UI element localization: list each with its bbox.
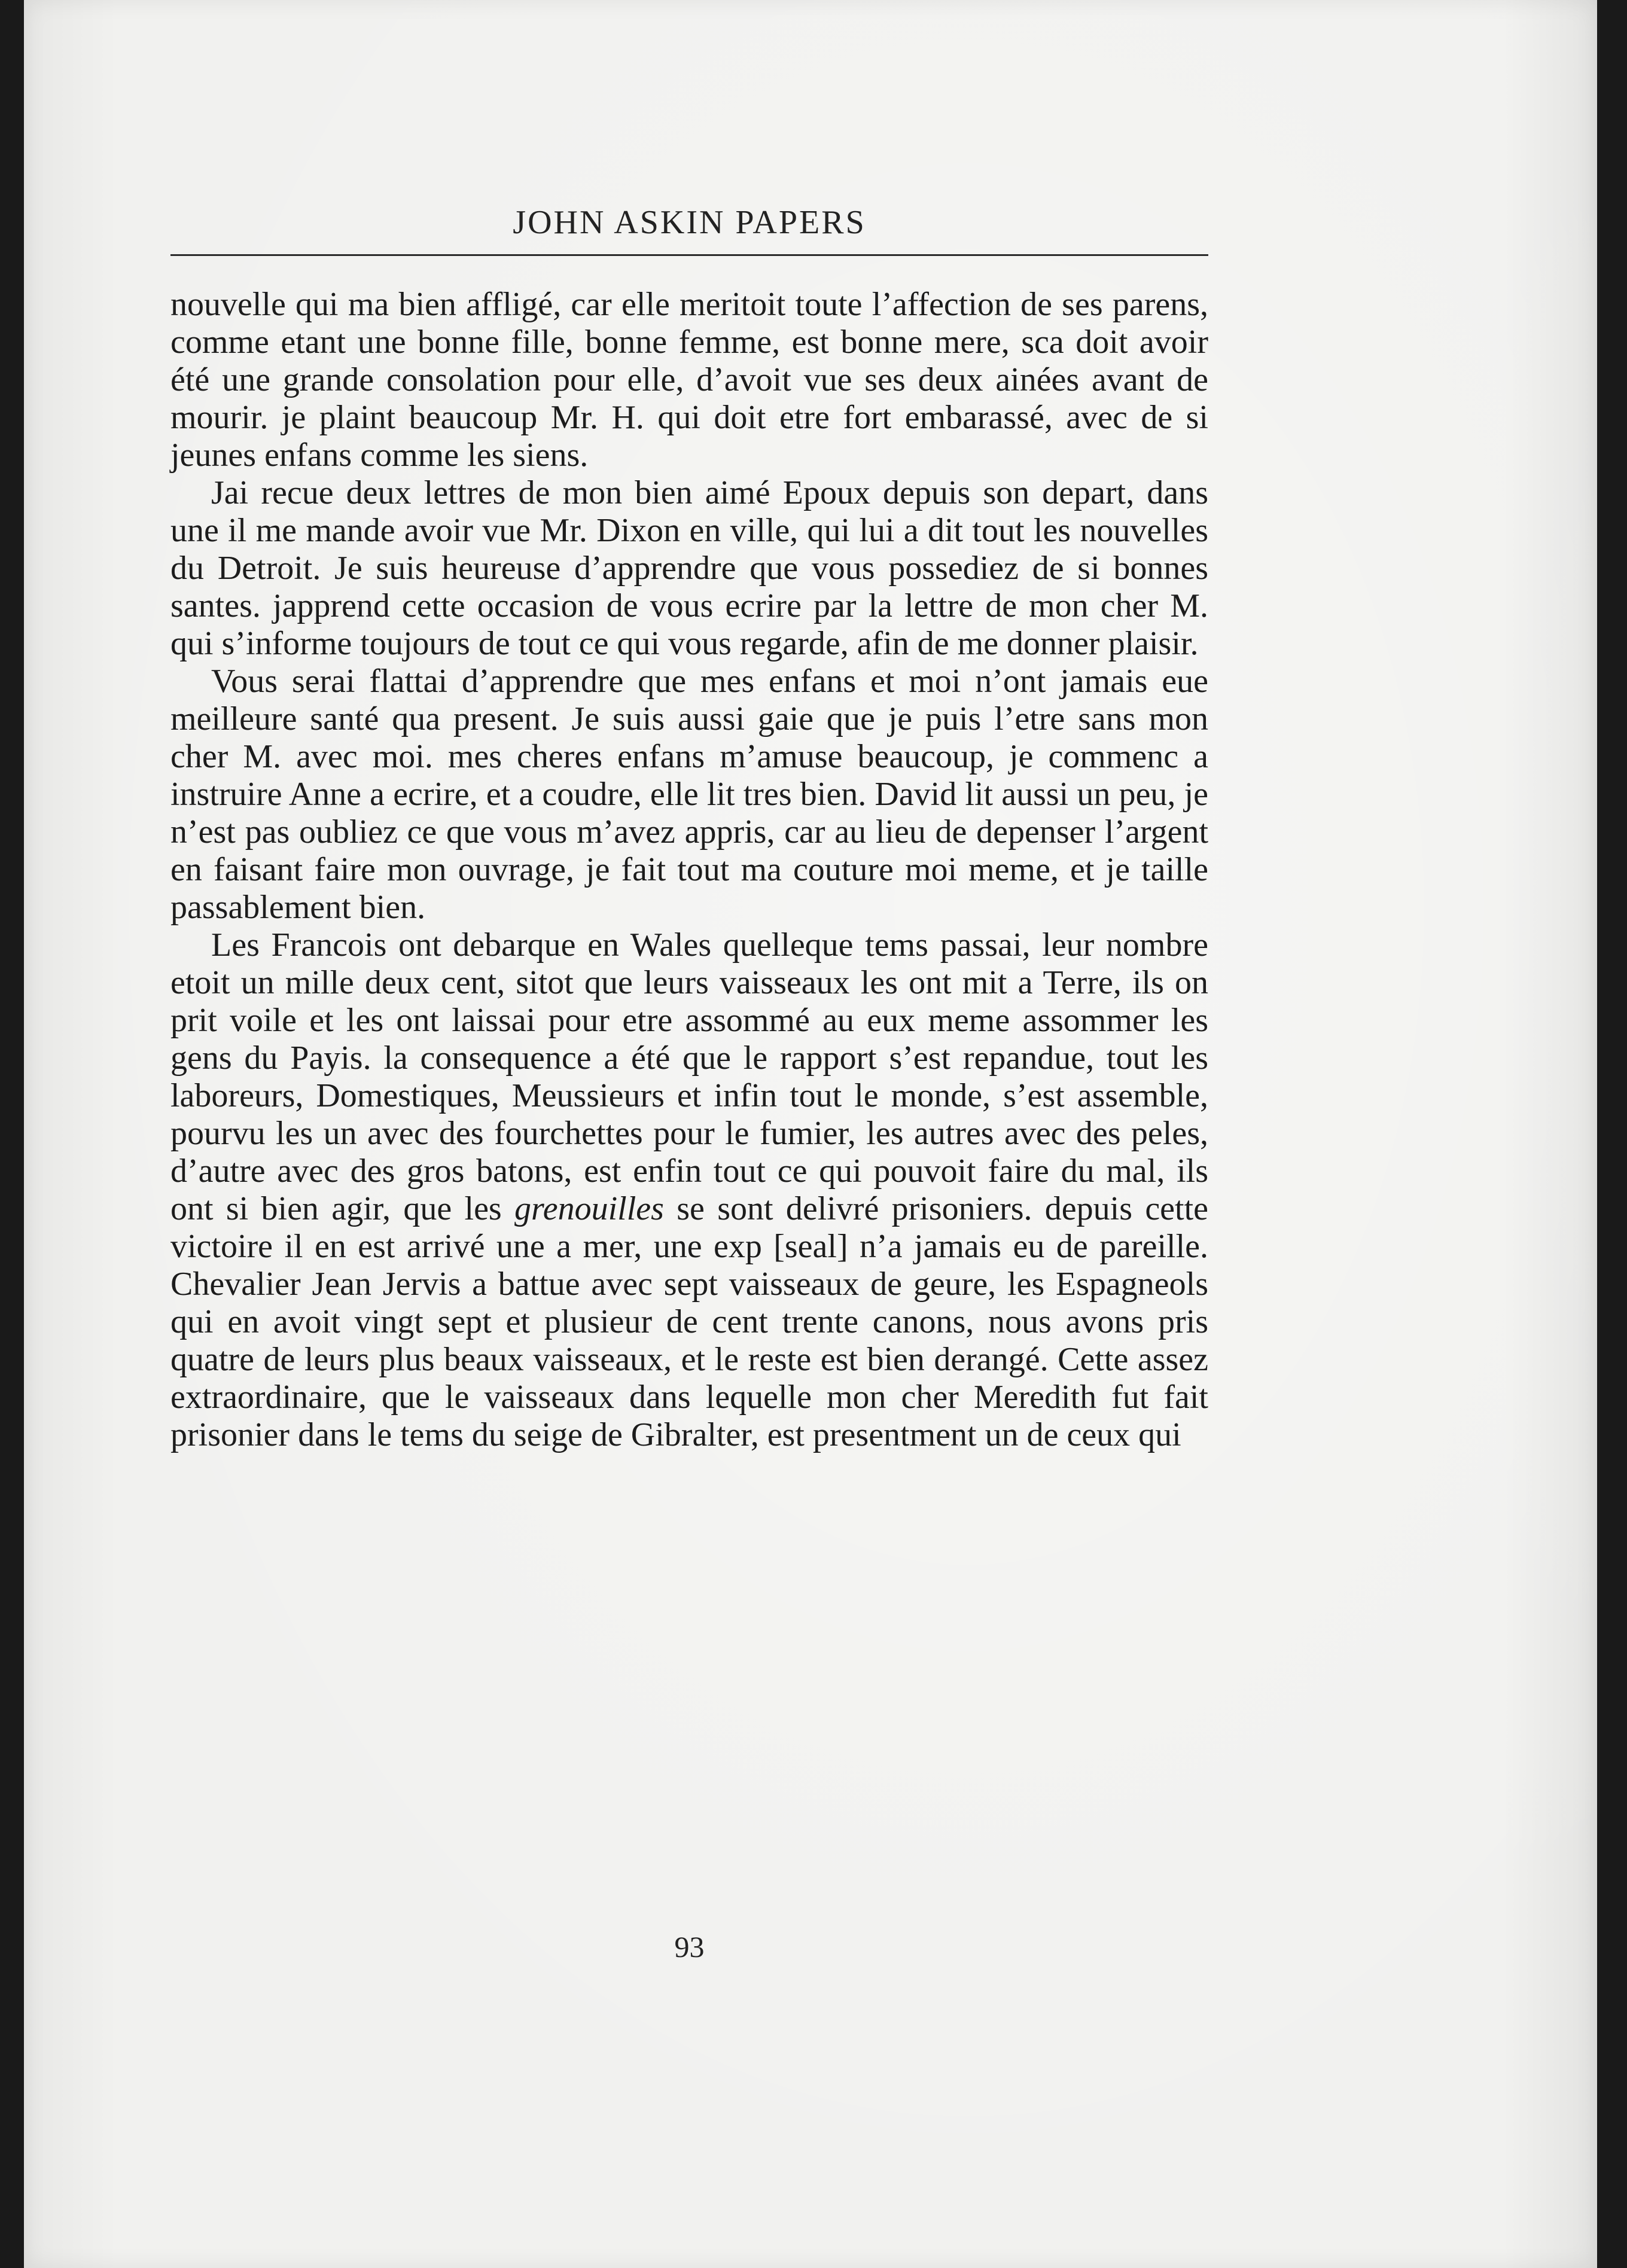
book-page [24,0,1597,2268]
paragraph [170,926,1208,1454]
paragraph: Vous serai flattai d’apprendre que mes enfans et moi n’ont jamais eue meilleure santé qua present. Je suis aussi gaie que je puis l’etre sans mon cher M. avec moi. mes cheres enfans m’amuse beaucoup, je commenc a instruire Anne a ecrire, et a coudre, elle lit tres bien. David lit aussi un peu, je n’est pas oubliez ce que vous m’avez appris, car au lieu de depenser l’argent en faisant faire mon ouvrage, je fait tout ma couture moi meme, et je taille passablement bien. [170,663,1208,926]
body-text [170,286,1208,1454]
header-rule [170,254,1208,256]
paragraph: nouvelle qui ma bien affligé, car elle meritoit toute l’affection de ses parens, comme etant une bonne fille, bonne femme, est bonne mere, sca doit avoir été une grande consolation pour elle, d’avoit vue ses deux ainées avant de mourir. je plaint beaucoup Mr. H. qui doit etre fort embarassé, avec de si jeunes enfans comme les siens. [170,286,1208,474]
running-head: JOHN ASKIN PAPERS [513,204,866,241]
page-number: 93 [674,1930,705,1964]
italic-word: grenouilles [514,1190,664,1227]
paragraph: Jai recue deux lettres de mon bien aimé Epoux depuis son depart, dans une il me mande avoir vue Mr. Dixon en ville, qui lui a dit tout les nouvelles du Detroit. Je suis heureuse d’apprendre que vous possediez de si bonnes santes. japprend cette occasion de vous ecrire par la lettre de mon cher M. qui s’informe toujours de tout ce qui vous regarde, afin de me donner plaisir. [170,474,1208,662]
paragraph-text: Les Francois ont debarque en Wales quelleque tems passai, leur nombre etoit un mille deux cent, sitot que leurs vaisseaux les ont mit a Terre, ils on prit voile et les ont laissai pour etre assommé au eux meme assommer les gens du Payis. la consequence a été que le rapport s’est repandue, tout les laboreurs, Domestiques, Meussieurs et infin tout le monde, s’est assemble, pourvu les un avec des fourchettes pour le fumier, les autres avec des peles, d’autre avec des gros batons, est enfin tout ce qui pouvoit faire du mal, ils ont si bien agir, que les [170,926,1208,1227]
paragraph-text: se sont delivré prisoniers. depuis cette victoire il en est arrivé une a mer, une exp [seal] n’a jamais eu de pareille. Chevalier Jean Jervis a battue avec sept vaisseaux de geure, les Espagneols qui en avoit vingt sept et plusieur de cent trente canons, nous avons pris quatre de leurs plus beaux vaisseaux, et le reste est bien derangé. Cette assez extraordinaire, que le vaisseaux dans lequelle mon cher Meredith fut fait prisonier dans le tems du seige de Gibralter, est presentment un de ceux qui [170,1190,1208,1453]
